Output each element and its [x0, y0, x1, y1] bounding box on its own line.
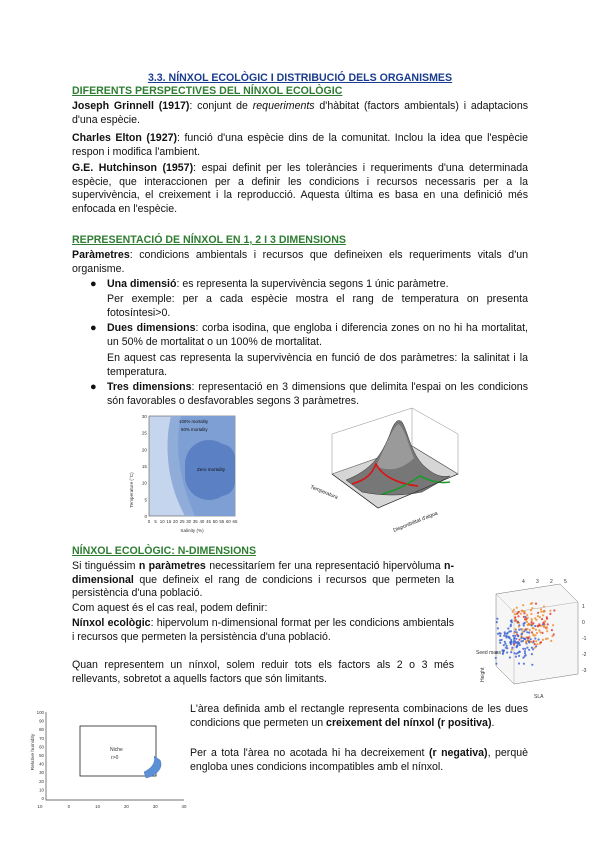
scatter-point	[495, 657, 497, 659]
scatter-point	[537, 615, 539, 617]
y-tick-label: 90	[39, 718, 44, 724]
mortality-contour-figure	[125, 410, 245, 538]
scatter-point	[515, 620, 517, 622]
label-50-mortality: 50% mortality	[181, 427, 208, 432]
surface-highlight	[376, 424, 414, 469]
reduction-paragraph: Quan representem un nínxol, solem reduir tots els factors als 2 o 3 més rellevants, sobretot a aquells factors que són limitants.	[72, 659, 454, 685]
y-tick-label: 0	[41, 796, 44, 801]
scatter-point	[531, 664, 533, 666]
scatter-point	[535, 603, 537, 605]
x-tick-label: 10	[37, 804, 43, 809]
scatter-point	[540, 608, 542, 610]
scatter-point	[502, 651, 504, 653]
scatter-point	[527, 624, 529, 626]
scatter-point	[538, 638, 540, 640]
scatter-point	[541, 632, 543, 634]
y-tick-label: 0	[144, 514, 147, 519]
scatter-point	[522, 631, 524, 633]
scatter-point	[531, 647, 533, 649]
parameters-paragraph: Paràmetres: condicions ambientals i recursos que defineixen els requeriments vitals d'un organisme.	[72, 249, 528, 275]
scatter-point	[520, 633, 522, 635]
scatter-point	[514, 635, 516, 637]
scatter-point	[542, 639, 544, 641]
scatter-point	[536, 632, 538, 634]
scatter-point	[506, 645, 508, 647]
scatter-point	[550, 640, 552, 642]
scatter-point	[535, 640, 537, 642]
scatter-point	[499, 635, 501, 637]
scatter-point	[504, 641, 506, 643]
x-tick-label: 40	[199, 519, 205, 524]
x-tick-label: 0	[67, 804, 71, 809]
scatter-point	[524, 611, 526, 613]
y-tick-label: 20	[39, 778, 44, 784]
scatter-point	[503, 644, 505, 646]
page-title: 3.3. NÍNXOL ECOLÒGIC I DISTRIBUCIÓ DELS ORGANISMES	[147, 72, 453, 84]
label-100-mortality: 100% mortality	[179, 419, 209, 424]
scatter-point	[531, 624, 533, 626]
scatter-point	[542, 611, 544, 613]
scatter-point	[510, 641, 512, 643]
niche-rectangle-figure	[28, 704, 190, 822]
scatter-point	[538, 629, 540, 631]
scatter-point	[525, 654, 527, 656]
scatter-point	[531, 618, 533, 620]
scatter-point	[496, 618, 498, 620]
scatter-point	[516, 607, 518, 609]
scatter-point	[549, 613, 551, 615]
scatter-point	[505, 636, 507, 638]
scatter-point	[534, 625, 536, 627]
y-tick-label: 25	[141, 430, 147, 436]
scatter-point	[530, 638, 532, 640]
scatter-point	[515, 653, 517, 655]
scatter-point	[527, 617, 529, 619]
top-tick-label: 2	[550, 579, 553, 585]
scatter-point	[522, 604, 524, 606]
section2-heading: REPRESENTACIÓ DE NÍNXOL EN 1, 2 I 3 DIMENSIONS	[72, 234, 346, 246]
y-tick-label: 5	[144, 497, 147, 503]
scatter-point	[520, 613, 522, 615]
scatter-point	[535, 634, 537, 636]
scatter-point	[512, 635, 514, 637]
scatter-point	[515, 646, 517, 648]
scatter-point	[533, 640, 535, 642]
scatter-point	[535, 619, 537, 621]
right-tick-label: -1	[582, 636, 587, 642]
hypervolume-scatter-figure	[474, 578, 594, 702]
scatter-point	[516, 631, 518, 633]
y-tick-label: 15	[141, 464, 147, 469]
scatter-point	[523, 638, 525, 640]
scatter-point	[510, 651, 512, 653]
y-tick-label: 30	[141, 414, 147, 419]
scatter-point	[553, 609, 555, 611]
elton-paragraph: Charles Elton (1927): funció d'una espècie dins de la comunitat. Inclou la idea que l'espècie respon i modifica l'ambient.	[72, 132, 528, 158]
n-dimensions-paragraph: Si tinguéssim n paràmetres necessitaríem fer una representació hipervòluma n-dimensional que defineix el rang de condicions i recursos que permeten la persistència d'una població.	[72, 560, 454, 600]
right-tick-label: -2	[582, 652, 587, 658]
scatter-point	[542, 622, 544, 624]
scatter-point	[501, 639, 503, 641]
scatter-point	[510, 625, 512, 627]
y-tick-label: 60	[39, 744, 44, 750]
scatter-point	[539, 631, 541, 633]
scatter-point	[519, 644, 521, 646]
scatter-point	[549, 610, 551, 612]
label-zero-mortality: Zero mortality	[197, 467, 226, 472]
scatter-point	[520, 635, 522, 637]
scatter-point	[522, 648, 524, 650]
bullet-two-extra: En aquest cas representa la supervivència en funció de dos paràmetres: la salinitat i la temperatura.	[107, 352, 528, 378]
scatter-point	[523, 616, 525, 618]
scatter-point	[541, 618, 543, 620]
scatter-point	[528, 641, 530, 643]
x-tick-label: 15	[166, 519, 172, 524]
scatter-point	[531, 607, 533, 609]
scatter-point	[516, 634, 518, 636]
x-tick-label: 25	[179, 519, 185, 524]
scatter-point	[529, 629, 531, 631]
scatter-point	[524, 622, 526, 624]
scatter-point	[506, 651, 508, 653]
scatter-point	[524, 648, 526, 650]
scatter-point	[530, 641, 532, 643]
scatter-point	[511, 647, 513, 649]
scatter-point	[547, 638, 549, 640]
right-tick-label: -3	[582, 668, 587, 674]
scatter-point	[517, 615, 519, 617]
scatter-point	[526, 631, 528, 633]
x-tick-label: 10	[95, 804, 101, 809]
seed-mass-label: Seed mass	[476, 650, 502, 656]
scatter-point	[531, 631, 533, 633]
scatter-point	[522, 640, 524, 642]
scatter-point	[527, 628, 529, 630]
scatter-point	[546, 627, 548, 629]
x-tick-label: 20	[173, 519, 178, 524]
scatter-point	[526, 647, 528, 649]
x-tick-label: 20	[123, 804, 129, 809]
x-tick-label: 65	[232, 519, 238, 524]
bullet-one-example: Per exemple: per a cada espècie mostra el rang de temperatura on presenta fotosíntesi>0.	[107, 293, 528, 319]
x-tick-label: 10	[159, 519, 165, 524]
x-tick-label: 45	[206, 519, 211, 524]
x-tick-label: 30	[152, 804, 158, 809]
scatter-point	[508, 637, 510, 639]
niche-definition-paragraph: Nínxol ecològic: hipervolum n-dimensional format per les condicions ambientals i recursos que permeten la persistència d'una població.	[72, 617, 454, 643]
axis-temperatura-label: Temperatura	[309, 484, 339, 501]
scatter-point	[531, 653, 533, 655]
niche-3d-surface-figure	[302, 404, 472, 536]
grinnell-name: Joseph Grinnell (1917)	[72, 100, 190, 112]
scatter-point	[518, 642, 520, 644]
bullet-dot: ●	[90, 278, 97, 290]
real-case-paragraph: Com aquest és el cas real, podem definir:	[72, 602, 268, 614]
scatter-point	[510, 643, 512, 645]
scatter-point	[509, 656, 511, 658]
x-tick-label: 50	[212, 519, 218, 524]
y-tick-label: 20	[141, 447, 147, 453]
scatter-point	[521, 628, 523, 630]
scatter-point	[499, 632, 501, 634]
scatter-point	[536, 643, 538, 645]
x-tick-label: 30	[186, 519, 192, 524]
sla-label: SLA	[534, 694, 544, 700]
scatter-point	[543, 605, 545, 607]
hutchinson-name: G.E. Hutchinson (1957)	[72, 162, 194, 174]
humidity-axis-label: Relative humidity	[31, 733, 36, 771]
height-label: Height	[480, 667, 486, 682]
y-axis-label: Temperature (°C)	[129, 472, 134, 508]
y-tick-label: 70	[39, 735, 44, 741]
hutchinson-paragraph: G.E. Hutchinson (1957): espai definit per les toleràncies i requeriments d'una determinada espècie, que interaccionen per a definir les condicions i recursos necessaris per a la supervivència, el creixement i la reproducció. Aquesta última es basa en una definició més enfocada en l'espècie.	[72, 162, 528, 215]
axis-water-label: Disponibilitat d'aigua	[392, 510, 439, 534]
scatter-point	[518, 626, 520, 628]
top-tick-label: 3	[536, 579, 539, 585]
scatter-point	[524, 650, 526, 652]
bullet-three-dimensions: Tres dimensions: representació en 3 dimensions que delimita l'espai on les condicions són favorables o desfavorables segons 3 paràmetres.	[107, 381, 528, 407]
bullet-one-dimension: Una dimensió: es representa la supervivència segons 1 únic paràmetre.	[107, 278, 449, 290]
x-tick-label: 35	[192, 519, 198, 524]
scatter-point	[533, 627, 535, 629]
right-tick-label: 0	[582, 620, 585, 626]
scatter-point	[534, 637, 536, 639]
scatter-point	[513, 609, 515, 611]
scatter-point	[518, 629, 520, 631]
x-tick-label: 0	[147, 519, 151, 524]
scatter-point	[540, 611, 542, 613]
negative-growth-paragraph: Per a tota l'àrea no acotada hi ha decreixement (r negativa), perquè engloba unes condicions incompatibles amb el nínxol.	[190, 747, 528, 773]
scatter-point	[552, 624, 554, 626]
scatter-point	[511, 619, 513, 621]
y-tick-label: 30	[39, 770, 44, 776]
x-tick-label: 60	[225, 519, 231, 524]
top-tick-label: 4	[522, 579, 525, 585]
rectangle-explanation-paragraph: L'àrea definida amb el rectangle representa combinacions de les dues condicions que permeten un creixement del nínxol (r positiva).	[190, 703, 528, 729]
scatter-point	[539, 616, 541, 618]
scatter-point	[547, 623, 549, 625]
scatter-point	[537, 612, 539, 614]
scatter-point	[537, 625, 539, 627]
bullet-dot: ●	[90, 322, 97, 334]
scatter-point	[518, 662, 520, 664]
y-tick-label: 10	[141, 480, 147, 486]
scatter-point	[518, 655, 520, 657]
scatter-point	[535, 645, 537, 647]
scatter-point	[523, 663, 525, 665]
y-tick-label: 40	[39, 761, 44, 767]
scatter-point	[515, 656, 517, 658]
scatter-point	[515, 638, 517, 640]
y-tick-label: 100	[36, 710, 44, 715]
scatter-point	[530, 613, 532, 615]
scatter-point	[499, 642, 501, 644]
scatter-point	[546, 618, 548, 620]
niche-box-r-label: r>0	[111, 755, 119, 761]
section3-heading: NÍNXOL ECOLÒGIC: N-DIMENSIONS	[72, 545, 257, 557]
scatter-point	[514, 628, 516, 630]
scatter-point	[503, 635, 505, 637]
grinnell-paragraph: Joseph Grinnell (1917): conjunt de requeriments d'hàbitat (factors ambientals) i adaptacions d'una espècie.	[72, 100, 529, 126]
scatter-point	[542, 614, 544, 616]
scatter-point	[496, 621, 498, 623]
y-tick-label: 50	[39, 753, 44, 758]
top-tick-label: 5	[564, 579, 567, 585]
scatter-point	[513, 632, 515, 634]
scatter-point	[513, 644, 515, 646]
scatter-point	[521, 610, 523, 612]
scatter-point	[495, 663, 497, 665]
scatter-point	[518, 639, 520, 641]
scatter-point	[531, 602, 533, 604]
y-tick-label: 10	[39, 787, 44, 793]
scatter-point	[514, 640, 516, 642]
right-tick-label: 1	[582, 604, 585, 610]
scatter-point	[551, 629, 553, 631]
x-tick-label: 55	[219, 519, 225, 524]
bullet-two-dimensions: Dues dimensions: corba isodina, que engloba i diferencia zones on no hi ha mortalitat, un 50% de mortalitat o un 100% de mortalitat.	[107, 322, 528, 348]
scatter-point	[534, 643, 536, 645]
scatter-point	[528, 632, 530, 634]
scatter-point	[506, 647, 508, 649]
scatter-point	[540, 641, 542, 643]
scatter-point	[524, 652, 526, 654]
scatter-point	[535, 629, 537, 631]
scatter-point	[525, 641, 527, 643]
niche-box-label: Niche	[110, 747, 123, 753]
y-tick-label: 80	[39, 727, 44, 733]
x-axis-label: Salinity (%)	[180, 528, 204, 533]
scatter-point	[504, 633, 506, 635]
scatter-point	[508, 630, 510, 632]
scatter-point	[513, 652, 515, 654]
scatter-point	[513, 637, 515, 639]
scatter-point	[512, 611, 514, 613]
scatter-point	[497, 627, 499, 629]
scatter-point	[528, 649, 530, 651]
scatter-point	[546, 630, 548, 632]
scatter-point	[519, 651, 521, 653]
scatter-point	[522, 657, 524, 659]
scatter-point	[553, 633, 555, 635]
scatter-point	[507, 627, 509, 629]
scatter-point	[527, 639, 529, 641]
scatter-point	[526, 614, 528, 616]
scatter-point	[524, 628, 526, 630]
scatter-point	[511, 649, 513, 651]
bullet-dot: ●	[90, 381, 97, 393]
scatter-point	[543, 625, 545, 627]
scatter-point	[514, 616, 516, 618]
section1-heading: DIFERENTS PERSPECTIVES DEL NÍNXOL ECOLÒGIC	[72, 85, 343, 97]
x-tick-label: 5	[154, 519, 157, 524]
scatter-point	[528, 637, 530, 639]
elton-name: Charles Elton (1927)	[72, 132, 178, 144]
scatter-point	[530, 609, 532, 611]
scatter-point	[532, 622, 534, 624]
x-tick-label: 40	[181, 804, 187, 809]
scatter-point	[516, 612, 518, 614]
